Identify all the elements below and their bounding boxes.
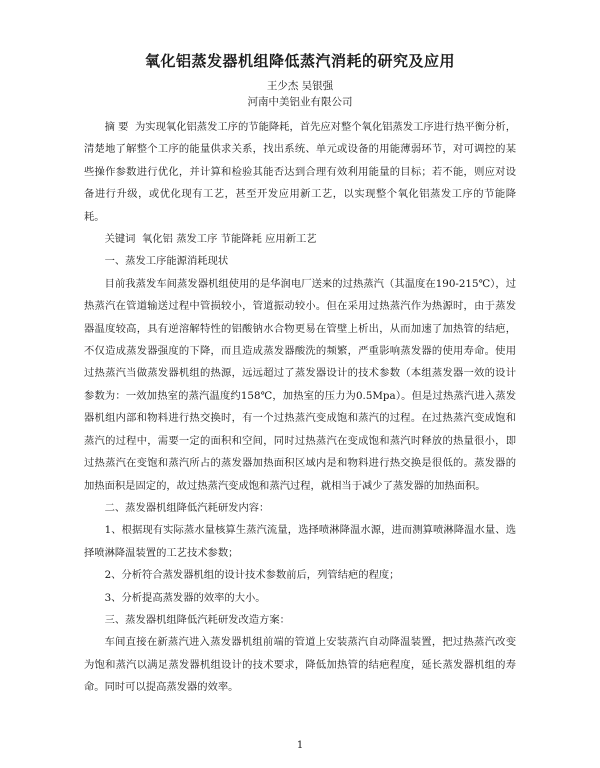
paper-body — [84, 116, 516, 699]
abstract-label: 摘 要 — [104, 121, 129, 133]
section-2-item-3: 3、分析提高蒸发器的效率的大小。 — [104, 591, 266, 604]
section-2-item-2: 2、分析符合蒸发器机组的设计技术参数前后，列管结疤的程度； — [104, 569, 400, 582]
authors: 王少杰 吴银强 — [266, 80, 334, 92]
section-3-paragraph: 车间直接在新蒸汽进入蒸发器机组前端的管道上安装蒸汽自动降温装置，把过热蒸汽改变为饱和蒸汽以满足蒸发器机组设计的技术要求，降低加热管的结疤程度，延长蒸发器机组的寿命。同时可以提高蒸发器的效率。 — [84, 636, 516, 694]
paper-title: 氧化铝蒸发器机组降低蒸汽消耗的研究及应用 — [144, 52, 455, 70]
affiliation: 河南中美铝业有限公司 — [247, 96, 353, 108]
abstract — [84, 116, 516, 228]
section-1-paragraph: 目前我蒸发车间蒸发器机组使用的是华润电厂送来的过热蒸汽（其温度在190-215℃），过热蒸汽在管道输送过程中管损较小，管道振动较小。但在采用过热蒸汽作为热源时，由于蒸发器温度较高，具有逆溶解特性的铝酸钠水合物更易在管壁上析出，从而加速了加热管的结疤，不仅造成蒸发器强度的下降，而且造成蒸发器酸洗的频繁，严重影响蒸发器的使用寿命。使用过热蒸汽当做蒸发器机组的热源，远远超过了蒸发器设计的技术参数（本组蒸发器一效的设计参数为：一效加热室的蒸汽温度约158℃，加热室的压力为0.5Mpa）。但是过热蒸汽进入蒸发器机组内部和物料进行热交换时，有一个过热蒸汽变成饱和蒸汽的过程。在过热蒸汽变成饱和蒸汽的过程中，需要一定的面积和空间，同时过热蒸汽在变成饱和蒸汽时释放的热量很小，即过热蒸汽在变饱和蒸汽所占的蒸发器加热面积区域内是和物料进行热交换是很低的。蒸发器的加热面积是固定的，故过热蒸汽变成饱和蒸汽过程，就相当于减少了蒸发器的加热面积。 — [84, 277, 516, 492]
section-heading-1: 一、蒸发工序能源消耗现状 — [104, 255, 229, 268]
page-number: 1 — [296, 740, 304, 751]
section-2-item-1: 1、根据现有实际蒸水量核算生蒸汽流量，选择喷淋降温水源，进而测算喷淋降温水量、选择喷淋降温装置的工艺技术参数； — [84, 524, 516, 559]
section-heading-3: 三、蒸发器机组降低汽耗研发改造方案： — [104, 613, 290, 626]
keywords-text: 氧化铝 蒸发工序 节能降耗 应用新工艺 — [142, 233, 317, 246]
abstract-text: 为实现氧化铝蒸发工序的节能降耗，首先应对整个氧化铝蒸发工序进行热平衡分析，清楚地了解整个工序的能量供求关系，找出系统、单元或设备的用能薄弱环节，对可调控的某些操作参数进行优化，并计算和检验其能否达到合理有效利用能量的目标；若不能，则应对设备进行升级，或优化现有工艺，甚至开发应用新工艺，以实现整个氧化铝蒸发工序的节能降耗。 — [84, 121, 516, 223]
section-heading-2: 二、蒸发器机组降低汽耗研发内容： — [104, 501, 270, 514]
keywords — [84, 228, 516, 250]
keywords-label: 关键词 — [104, 233, 136, 246]
